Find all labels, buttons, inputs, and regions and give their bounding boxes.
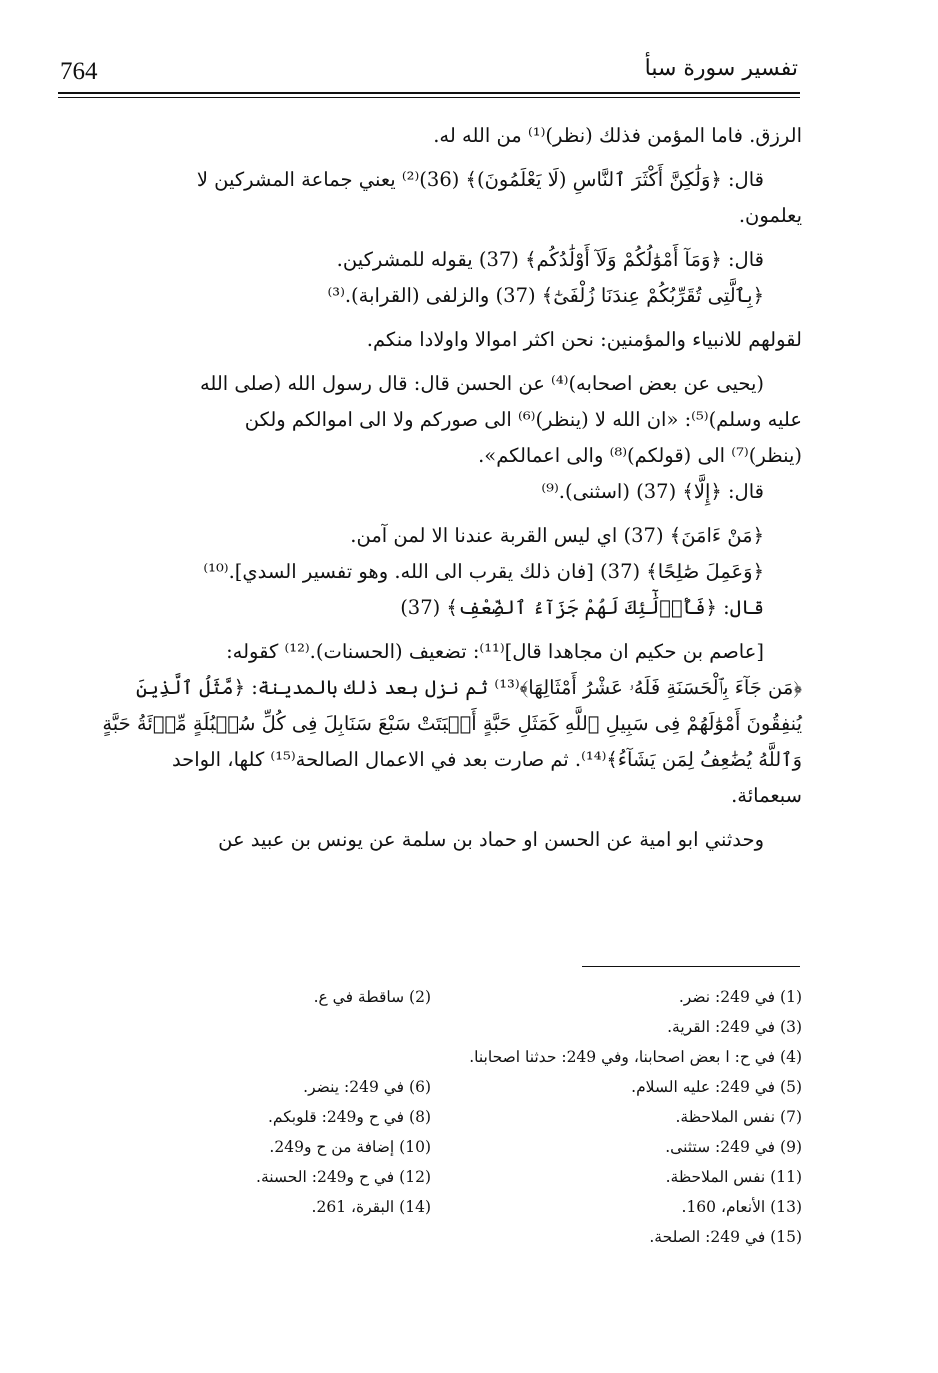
footnote-row — [60, 1042, 802, 1072]
text-line: قال: ﴿فَأُو۟لَٰٓئِكَ لَهُمْ جَزَآءُ ٱلضِّعْفِ﴾ (37) — [400, 596, 764, 619]
text-line: وَٱللَّهُ يُضَٰعِفُ لِمَن يَشَآءُ﴾⁽¹⁴⁾. ثم صارت بعد في الاعمال الصالحة⁽¹⁵⁾ كلها، الواحد — [171, 748, 802, 771]
text-line: لقولهم للانبياء والمؤمنين: نحن اكثر اموالا واولادا منكم. — [366, 328, 802, 351]
page-header — [60, 50, 798, 92]
footnote-14: (14) البقرة، 261. — [311, 1198, 431, 1216]
text-line: سبعمائة. — [731, 784, 802, 807]
text-line: الرزق. فاما المؤمن فذلك (نظر)⁽¹⁾ من الله له. — [433, 124, 802, 147]
footnote-7: (7) نفس الملاحظة. — [675, 1108, 802, 1126]
footnote-12: (12) في ح و249: الحسنة. — [256, 1168, 431, 1186]
footnote-row — [60, 1222, 802, 1252]
footnote-1: (1) في 249: نضر. — [678, 988, 802, 1006]
text-line: (ينظر)⁽⁷⁾ الى (قولكم)⁽⁸⁾ والى اعمالكم». — [478, 444, 802, 467]
footnote-6: (6) في 249: ينضر. — [303, 1078, 431, 1096]
text-line: قال: ﴿وَمَآ أَمْوَٰلُكُمْ وَلَآ أَوْلَٰدُكُم﴾ (37) يقوله للمشركين. — [336, 248, 764, 271]
footnote-9: (9) في 249: ستثنى. — [665, 1138, 802, 1156]
text-line: قال: ﴿وَلَٰكِنَّ أَكْثَرَ ٱلنَّاسِ (لَا يَعْلَمُونَ)﴾ (36)⁽²⁾ يعني جماعة المشركين لا — [196, 168, 764, 191]
footnote-row — [60, 1132, 802, 1162]
text-line: ﴿مَنْ ءَامَنَ﴾ (37) اي ليس القربة عندنا الا لمن آمن. — [350, 524, 764, 547]
footnote-row — [60, 1162, 802, 1192]
footnotes — [60, 982, 802, 1252]
main-text — [72, 118, 802, 858]
footnote-3: (3) في 249: القرية. — [667, 1018, 802, 1036]
text-line: عليه وسلم)⁽⁵⁾: «ان الله لا (ينظر)⁽⁶⁾ الى صوركم ولا الى اموالكم ولكن — [244, 408, 802, 431]
text-line: وحدثني ابو امية عن الحسن او حماد بن سلمة عن يونس بن عبيد عن — [218, 828, 764, 851]
header-rule — [58, 92, 800, 98]
footnote-separator — [582, 966, 800, 967]
text-line: ﴿وَعَمِلَ صَٰلِحًا﴾ (37) [فان ذلك يقرب الى الله. وهو تفسير السدي].⁽¹⁰⁾ — [203, 560, 764, 583]
footnote-8: (8) في ح و249: قلوبكم. — [267, 1108, 431, 1126]
footnote-row — [60, 1192, 802, 1222]
footnote-10: (10) إضافة من ح و249. — [269, 1138, 431, 1156]
footnote-15: (15) في 249: الصلحة. — [649, 1228, 802, 1246]
footnote-5: (5) في 249: عليه السلام. — [631, 1078, 802, 1096]
footnote-11: (11) نفس الملاحظة. — [665, 1168, 802, 1186]
text-line: قال: ﴿إِلَّا﴾ (37) (اسثنى).⁽⁹⁾ — [541, 480, 764, 503]
running-title: تفسير سورة سبأ — [644, 56, 798, 81]
footnote-4: (4) في ح: ا بعض اصحابنا، وفي 249: حدثنا اصحابنا. — [469, 1048, 802, 1066]
footnote-row — [60, 982, 802, 1012]
text-line: يُنفِقُونَ أَمْوَٰلَهُمْ فِى سَبِيلِ ٱللَّهِ كَمَثَلِ حَبَّةٍ أَنۢبَتَتْ سَبْعَ سَنَابِلَ فِى كُلِّ سُنۢبُلَةٍ مِّا۟ئَةُ حَبَّةٍ — [102, 712, 802, 735]
page-number: 764 — [60, 58, 98, 85]
text-line: (يحيى عن بعض اصحابه)⁽⁴⁾ عن الحسن قال: قال رسول الله (صلى الله — [199, 372, 764, 395]
text-line: ﴿مَن جَآءَ بِٱلْحَسَنَةِ فَلَهُۥ عَشْرُ أَمْثَالِهَا﴾⁽¹³⁾ ثم نزل بعد ذلك بالمدينة: ﴿مَّثَلُ ٱلَّذِينَ — [135, 676, 802, 699]
text-line: [عاصم بن حكيم ان مجاهدا قال]⁽¹¹⁾: تضعيف (الحسنات).⁽¹²⁾ كقوله: — [226, 640, 764, 663]
footnote-row — [60, 1072, 802, 1102]
footnote-13: (13) الأنعام، 160. — [681, 1198, 802, 1216]
text-line: ﴿بِٱلَّتِى تُقَرِّبُكُمْ عِندَنَا زُلْفَىٰٓ﴾ (37) والزلفى (القرابة).⁽³⁾ — [327, 284, 764, 307]
footnote-row — [60, 1012, 802, 1042]
footnote-2: (2) ساقطة في ع. — [313, 988, 431, 1006]
footnote-row — [60, 1102, 802, 1132]
text-line: يعلمون. — [738, 204, 802, 227]
